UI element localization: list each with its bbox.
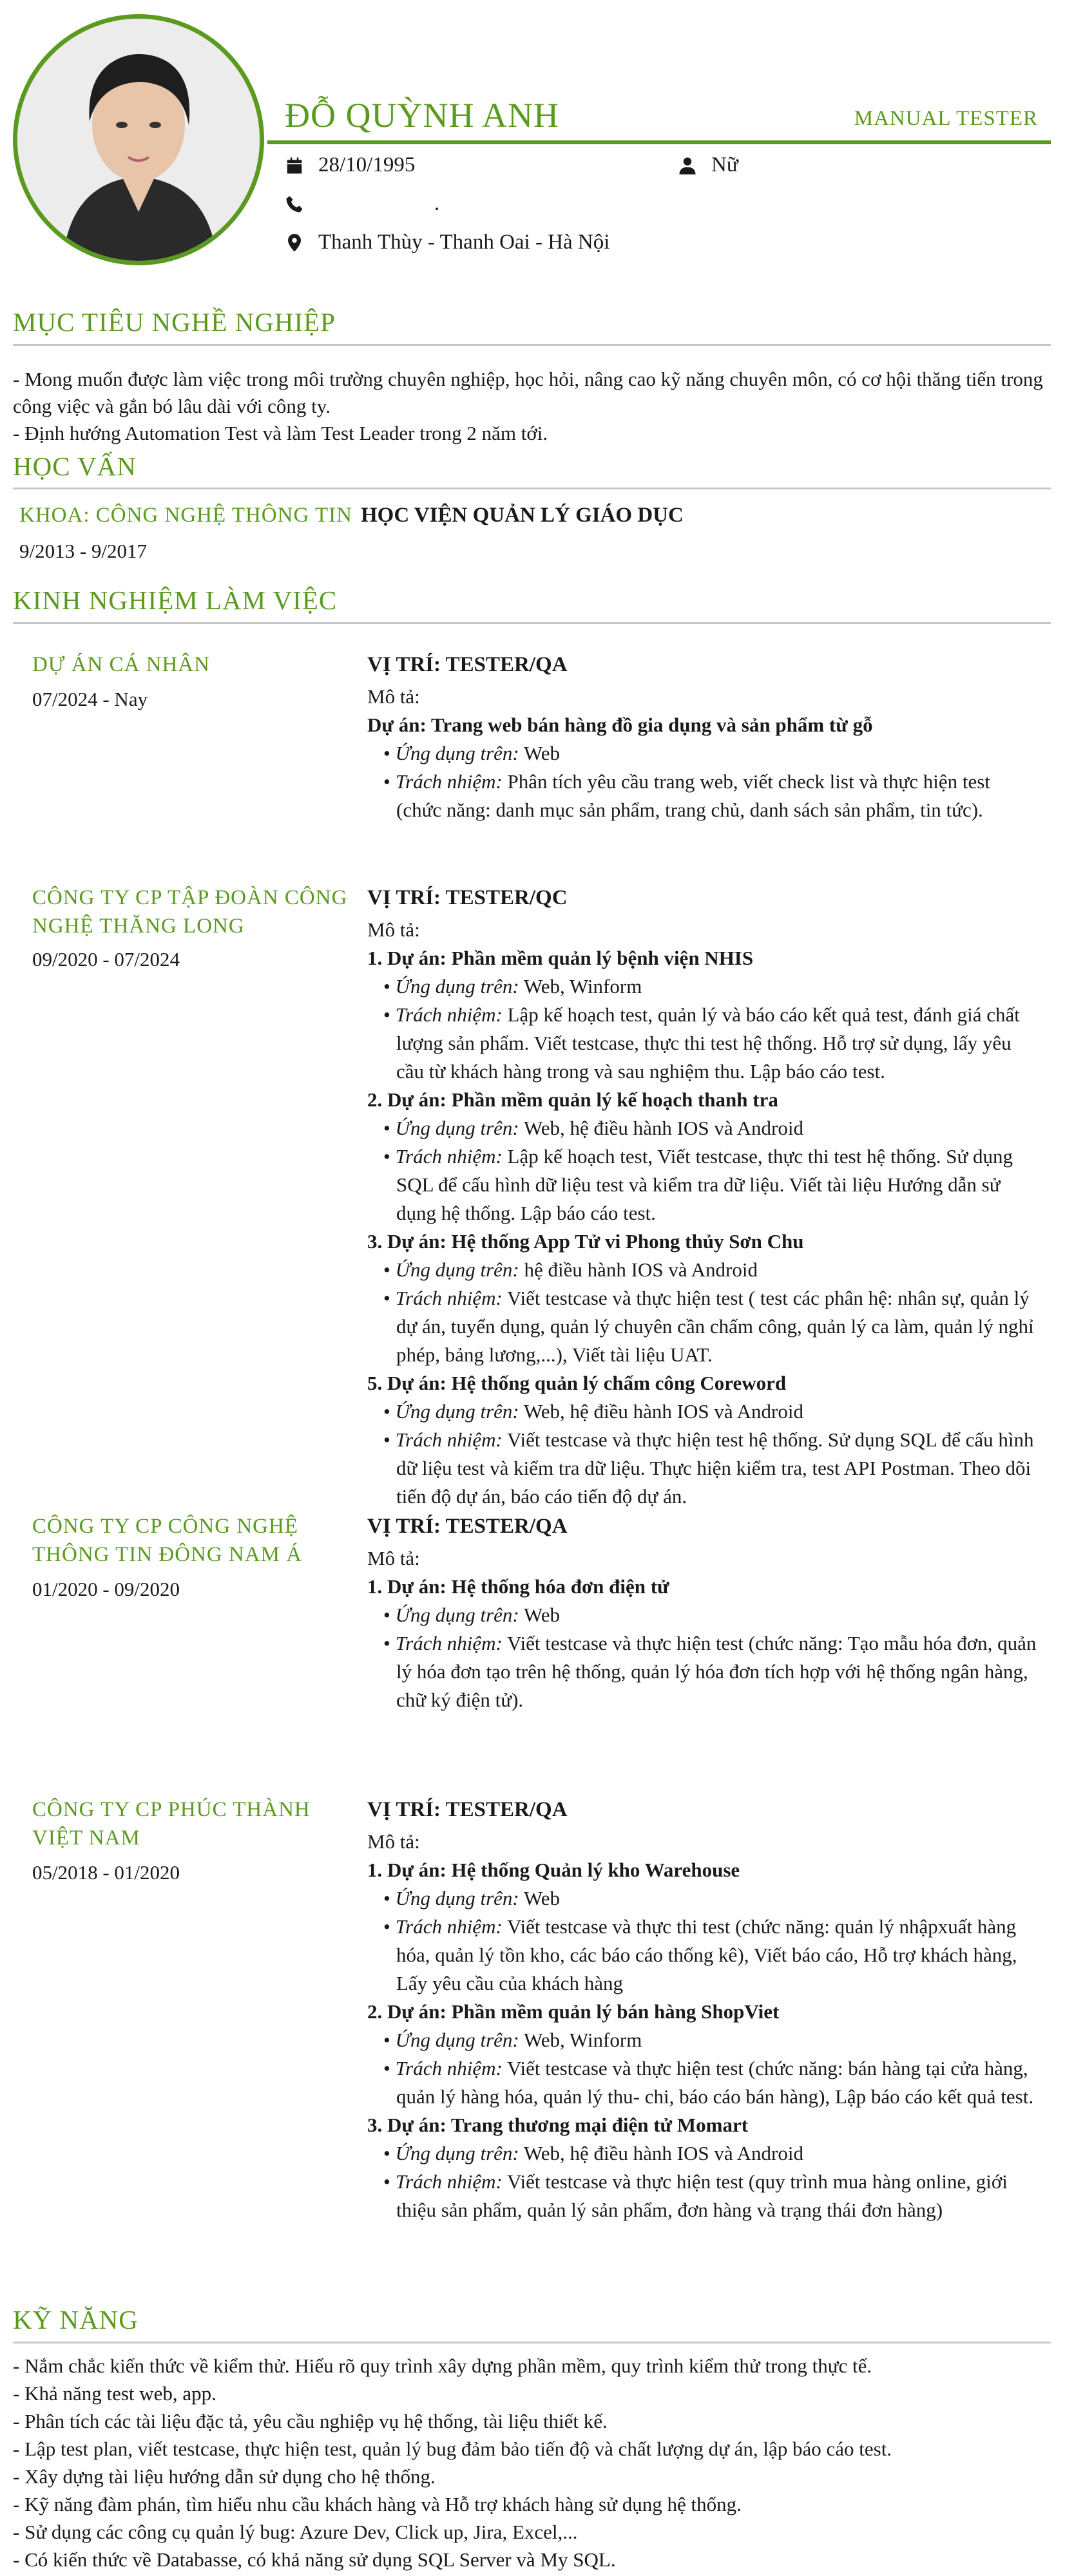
skill-line: - Nắm chắc kiến thức về kiểm thử. Hiểu rõ quy trình xây dựng phần mềm, quy trình kiểm thử trong thực tế.	[13, 2354, 872, 2377]
project-name: 1. Dự án: Hệ thống hóa đơn điện tử	[367, 1575, 669, 1598]
job-details	[367, 1795, 1037, 2224]
address-row	[285, 231, 609, 254]
job-period: 09/2020 - 07/2024	[32, 948, 180, 971]
avatar	[17, 19, 260, 261]
project-name: 3. Dự án: Hệ thống App Tử vi Phong thủy Sơn Chu	[367, 1230, 804, 1253]
address-value: Thanh Thùy - Thanh Oai - Hà Nội	[318, 231, 610, 254]
project-name: 5. Dự án: Hệ thống quản lý chấm công Coreword	[367, 1372, 787, 1394]
objective-divider	[13, 344, 1051, 346]
job-description-label: Mô tả:	[367, 685, 420, 708]
project-item: • Trách nhiệm: Viết testcase và thực thi test (chức năng: quản lý nhậpxuất hàng hóa, quản lý tồn kho, các báo cáo thống kê), Viết báo cáo, Hỗ trợ khách hàng, Lấy yêu cầu của khách hàng	[367, 1913, 1037, 1998]
skills-title: KỸ NĂNG	[13, 2305, 139, 2334]
job-details	[367, 650, 1037, 824]
project-item: • Trách nhiệm: Lập kế hoạch test, Viết testcase, thực thi test hệ thống. Sử dụng SQL để cấu hình dữ liệu test và kiểm tra dữ liệu. Viết tài liệu Hướng dẫn sử dụng hệ thống. Lập báo cáo test.	[367, 1142, 1037, 1227]
project-name: 2. Dự án: Phần mềm quản lý kế hoạch thanh tra	[367, 1088, 778, 1111]
project-item: • Trách nhiệm: Lập kế hoạch test, quản lý và báo cáo kết quả test, đánh giá chất lượng sản phẩm. Viết testcase, thực thi test hệ thống. Hỗ trợ sử dụng, lấy yêu cầu từ khách hàng trong và sau nghiệm thu. Lập báo cáo test.	[367, 1001, 1037, 1086]
education-school: HỌC VIỆN QUẢN LÝ GIÁO DỤC	[361, 504, 684, 527]
skills-list	[13, 2352, 1052, 2573]
phone-value: .	[434, 192, 440, 215]
education-faculty: KHOA: CÔNG NGHỆ THÔNG TIN	[19, 504, 352, 527]
project-item: • Ứng dụng trên: Web	[367, 1601, 1037, 1629]
job-company: CÔNG TY CP PHÚC THÀNH VIỆT NAM	[32, 1798, 311, 1850]
job-period: 05/2018 - 01/2020	[32, 1861, 180, 1884]
skill-line: - Có kiến thức về Databasse, có khả năng sử dụng SQL Server và My SQL.	[13, 2548, 616, 2571]
candidate-name: ĐỖ QUỲNH ANH	[285, 96, 559, 135]
user-icon	[678, 156, 697, 175]
skills-divider	[13, 2342, 1051, 2344]
job-company: CÔNG TY CP CÔNG NGHỆ THÔNG TIN ĐÔNG NAM Á	[32, 1515, 303, 1566]
job-period: 07/2024 - Nay	[32, 688, 148, 710]
project-item: • Ứng dụng trên: Web, Winform	[367, 2026, 1037, 2054]
education-divider	[13, 488, 1051, 489]
job-role: MANUAL TESTER	[854, 107, 1038, 130]
job-description-label: Mô tả:	[367, 1830, 420, 1853]
phone-row	[285, 192, 439, 216]
job-details	[367, 1512, 1037, 1714]
project-item: • Trách nhiệm: Viết testcase và thực hiện test ( test các phân hệ: nhân sự, quản lý dự án, tuyển dụng, quản lý chuyên cần chấm công, quản lý ca làm, quản lý nghỉ phép, bảng lương,...), Viết tài liệu UAT.	[367, 1284, 1037, 1369]
experience-divider	[13, 622, 1051, 624]
profile-photo	[13, 14, 264, 265]
birthdate-row	[285, 153, 415, 177]
phone-icon	[285, 194, 304, 214]
project-item: • Trách nhiệm: Viết testcase và thực hiện test (chức năng: bán hàng tại cửa hàng, quản lý hàng hóa, quản lý thu- chi, báo cáo bán hàng), Lập báo cáo kết quả test.	[367, 2054, 1037, 2111]
project-name: 1. Dự án: Phần mềm quản lý bệnh viện NHIS	[367, 947, 754, 969]
skill-line: - Khả năng test web, app.	[13, 2382, 216, 2405]
project-name: 3. Dự án: Trang thương mại điện tử Momart	[367, 2114, 749, 2136]
header-divider	[267, 140, 1051, 144]
project-name: 1. Dự án: Hệ thống Quản lý kho Warehouse	[367, 1859, 740, 1881]
project-item: • Trách nhiệm: Viết testcase và thực hiện test (quy trình mua hàng online, giới thiệu sản phẩm, quản lý sản phẩm, đơn hàng và trạng thái đơn hàng)	[367, 2168, 1037, 2224]
skill-line: - Sử dụng các công cụ quản lý bug: Azure Dev, Click up, Jira, Excel,...	[13, 2521, 578, 2543]
job-description-label: Mô tả:	[367, 1547, 420, 1569]
job-description-label: Mô tả:	[367, 918, 420, 941]
calendar-icon	[285, 156, 304, 175]
project-item: • Ứng dụng trên: Web, Winform	[367, 972, 1037, 1001]
project-item: • Ứng dụng trên: hệ điều hành IOS và Android	[367, 1256, 1037, 1284]
project-item: • Ứng dụng trên: Web	[367, 1884, 1037, 1913]
education-title: HỌC VẤN	[13, 451, 137, 481]
project-item: • Trách nhiệm: Viết testcase và thực hiện test (chức năng: Tạo mẫu hóa đơn, quản lý hóa đơn tạo trên hệ thống, quản lý hóa đơn tích hợp với hệ thống ngân hàng, chữ ký điện tử).	[367, 1629, 1037, 1714]
project-item: • Ứng dụng trên: Web, hệ điều hành IOS và Android	[367, 1397, 1037, 1426]
job-company: DỰ ÁN CÁ NHÂN	[32, 653, 211, 676]
project-name: Dự án: Trang web bán hàng đồ gia dụng và sản phẩm từ gỗ	[367, 714, 873, 736]
map-pin-icon	[285, 233, 304, 252]
experience-title: KINH NGHIỆM LÀM VIỆC	[13, 585, 338, 615]
project-item: • Ứng dụng trên: Web, hệ điều hành IOS và Android	[367, 1114, 1037, 1142]
gender-value: Nữ	[711, 153, 738, 176]
skill-line: - Phân tích các tài liệu đặc tả, yêu cầu nghiệp vụ hệ thống, tài liệu thiết kế.	[13, 2410, 608, 2432]
project-item: • Trách nhiệm: Viết testcase và thực hiện test hệ thống. Sử dụng SQL để cấu hình dữ liệu test và kiểm tra dữ liệu. Thực hiện kiểm tra, test API Postman. Theo dõi tiến độ dự án, báo cáo tiến độ dự án.	[367, 1426, 1037, 1511]
skill-line: - Lập test plan, viết testcase, thực hiện test, quản lý bug đảm bảo tiến độ và chất lượng dự án, lập báo cáo test.	[13, 2438, 892, 2460]
job-company: CÔNG TY CP TẬP ĐOÀN CÔNG NGHỆ THĂNG LONG	[32, 886, 348, 938]
job-details	[367, 884, 1037, 1511]
objective-line: - Mong muốn được làm việc trong môi trường chuyên nghiệp, học hỏi, nâng cao kỹ năng chuyên môn, có cơ hội thăng tiến trong công việc và gắn bó lâu dài với công ty.	[13, 368, 1043, 417]
objective-title: MỤC TIÊU NGHỀ NGHIỆP	[13, 307, 336, 337]
job-period: 01/2020 - 09/2020	[32, 1578, 180, 1600]
objective-text	[13, 366, 1052, 447]
job-position: VỊ TRÍ: TESTER/QA	[367, 653, 568, 676]
project-item: • Ứng dụng trên: Web	[367, 739, 1037, 768]
objective-line: - Định hướng Automation Test và làm Test Leader trong 2 năm tới.	[13, 422, 548, 444]
skill-line: - Kỹ năng đàm phán, tìm hiểu nhu cầu khách hàng và Hỗ trợ khách hàng sử dụng hệ thống.	[13, 2493, 742, 2515]
gender-row	[678, 153, 738, 177]
job-position: VỊ TRÍ: TESTER/QA	[367, 1798, 568, 1821]
skill-line: - Xây dựng tài liệu hướng dẫn sử dụng cho hệ thống.	[13, 2465, 436, 2488]
project-name: 2. Dự án: Phần mềm quản lý bán hàng ShopViet	[367, 2000, 780, 2023]
project-item: • Ứng dụng trên: Web, hệ điều hành IOS và Android	[367, 2139, 1037, 2168]
education-period: 9/2013 - 9/2017	[19, 540, 148, 562]
job-position: VỊ TRÍ: TESTER/QC	[367, 886, 568, 909]
job-position: VỊ TRÍ: TESTER/QA	[367, 1515, 568, 1538]
project-item: • Trách nhiệm: Phân tích yêu cầu trang web, viết check list và thực hiện test (chức năng: danh mục sản phẩm, trang chủ, danh sách sản phẩm, tin tức).	[367, 768, 1037, 824]
birthdate-value: 28/10/1995	[318, 153, 416, 176]
